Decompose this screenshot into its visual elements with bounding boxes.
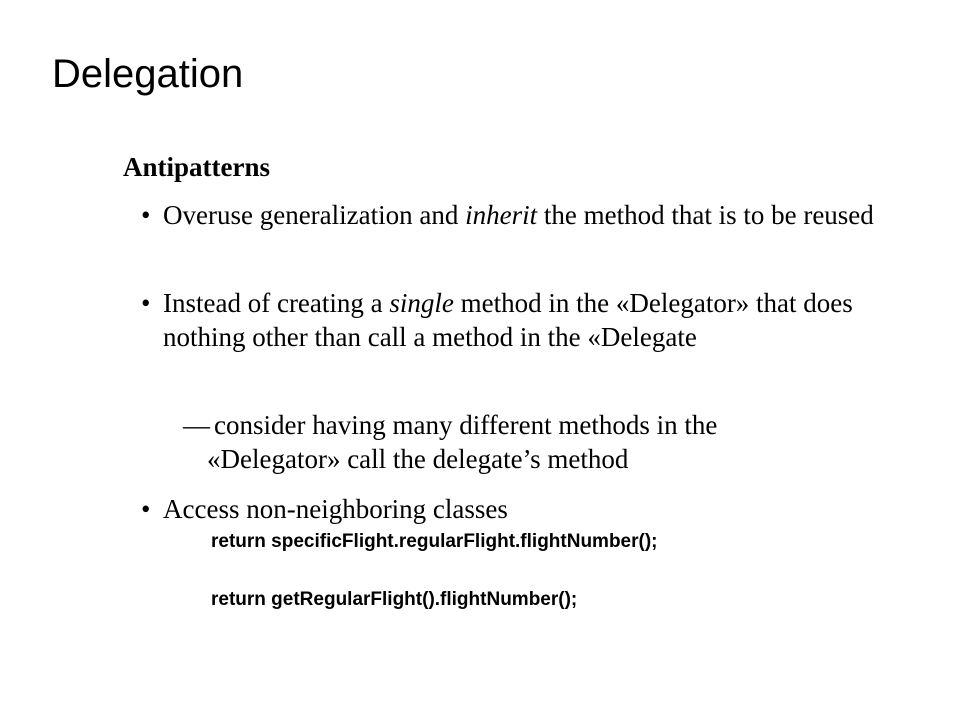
dash-icon: — bbox=[183, 410, 210, 440]
bullet-icon: • bbox=[141, 288, 151, 318]
slide-title: Delegation bbox=[52, 52, 244, 96]
bullet-icon: • bbox=[141, 200, 151, 230]
sub-item-line-1: consider having many different methods in the bbox=[214, 410, 718, 440]
section-heading: Antipatterns bbox=[123, 152, 270, 182]
bullet-text: Overuse generalization and inherit the method that is to be reused bbox=[163, 200, 874, 230]
bullet-icon: • bbox=[141, 494, 151, 524]
sub-item-many-methods bbox=[183, 408, 863, 476]
bullet-text: Instead of creating a single method in the «Delegator» that does nothing other than call a method in the «Delegate bbox=[163, 288, 853, 352]
code-line-1: return specificFlight.regularFlight.flightNumber(); bbox=[211, 531, 658, 552]
sub-item-line-2: «Delegator» call the delegate’s method bbox=[207, 444, 629, 474]
bullet-item-single-method bbox=[141, 286, 881, 354]
code-line-2: return getRegularFlight().flightNumber(); bbox=[211, 589, 578, 610]
bullet-text: Access non-neighboring classes bbox=[163, 494, 508, 524]
bullet-item-non-neighboring bbox=[141, 492, 881, 526]
bullet-item-inherit bbox=[141, 198, 881, 232]
